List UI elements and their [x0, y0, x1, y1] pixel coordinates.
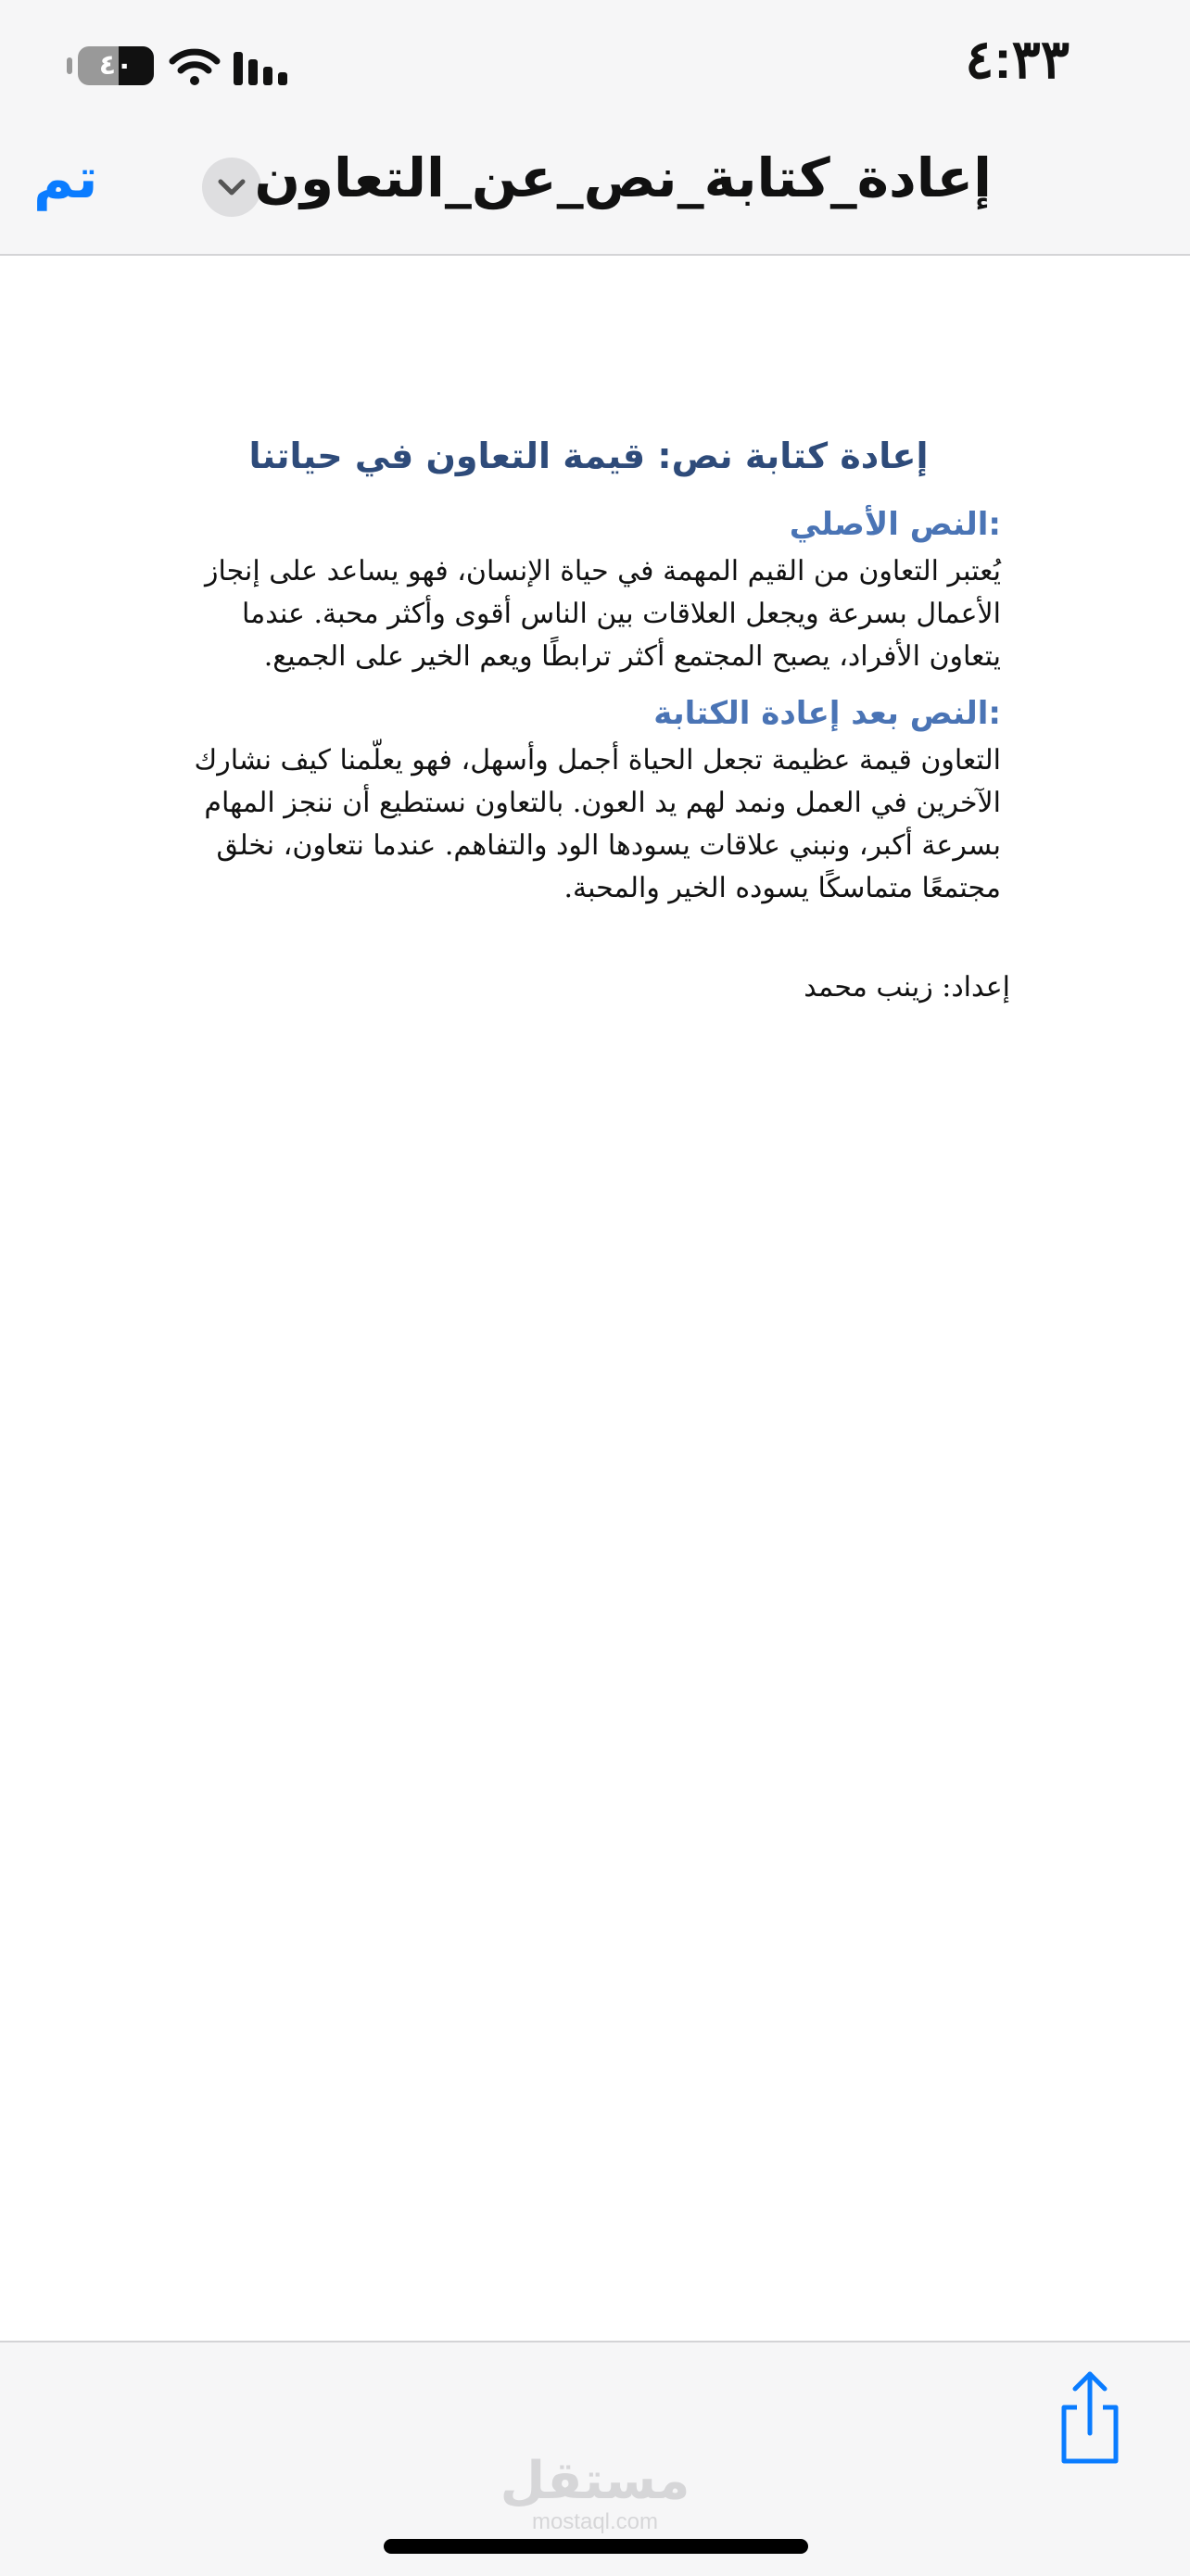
document-title: إعادة_كتابة_نص_عن_التعاون [254, 146, 992, 209]
navigation-bar [0, 130, 1190, 256]
document-heading: إعادة كتابة نص: قيمة التعاون في حياتنا [248, 436, 929, 476]
done-button[interactable]: تم [33, 146, 98, 211]
rewritten-text-heading: :النص بعد إعادة الكتابة [653, 695, 1001, 732]
title-menu-button[interactable] [202, 158, 261, 217]
author-line: إعداد: زينب محمد [804, 971, 1010, 1004]
watermark [0, 2451, 1190, 2535]
battery-icon [78, 46, 154, 85]
cellular-signal-icon [234, 48, 291, 85]
document-page [167, 408, 1010, 1004]
status-bar [0, 0, 1190, 130]
battery-level: ٤٠ [98, 49, 133, 82]
watermark-latin: mostaql.com [531, 2509, 659, 2534]
original-text-heading: :النص الأصلي [789, 506, 1001, 543]
battery-tip [67, 57, 72, 74]
status-time: ٤:٣٣ [965, 30, 1070, 90]
chevron-down-icon [217, 174, 247, 200]
home-indicator[interactable] [384, 2539, 808, 2554]
wifi-icon [169, 46, 221, 87]
watermark-arabic: مستقل [500, 2451, 690, 2511]
original-text-paragraph: يُعتبر التعاون من القيم المهمة في حياة الإنسان، فهو يساعد على إنجاز الأعمال بسرعة ويجعل العلاقات بين الناس أقوى وأكثر محبة. عندما يتعاون الأفراد، يصبح المجتمع أكثر ترابطًا ويعم الخير على الجميع. [205, 555, 1001, 673]
rewritten-text-paragraph: التعاون قيمة عظيمة تجعل الحياة أجمل وأسهل، فهو يعلّمنا كيف نشارك الآخرين في العمل ونمد لهم يد العون. بالتعاون نستطيع أن ننجز المهام بسرعة أكبر، ونبني علاقات يسودها الود والتفاهم. عندما نتعاون، نخلق مجتمعًا متماسكًا يسوده الخير والمحبة. [194, 744, 1001, 904]
